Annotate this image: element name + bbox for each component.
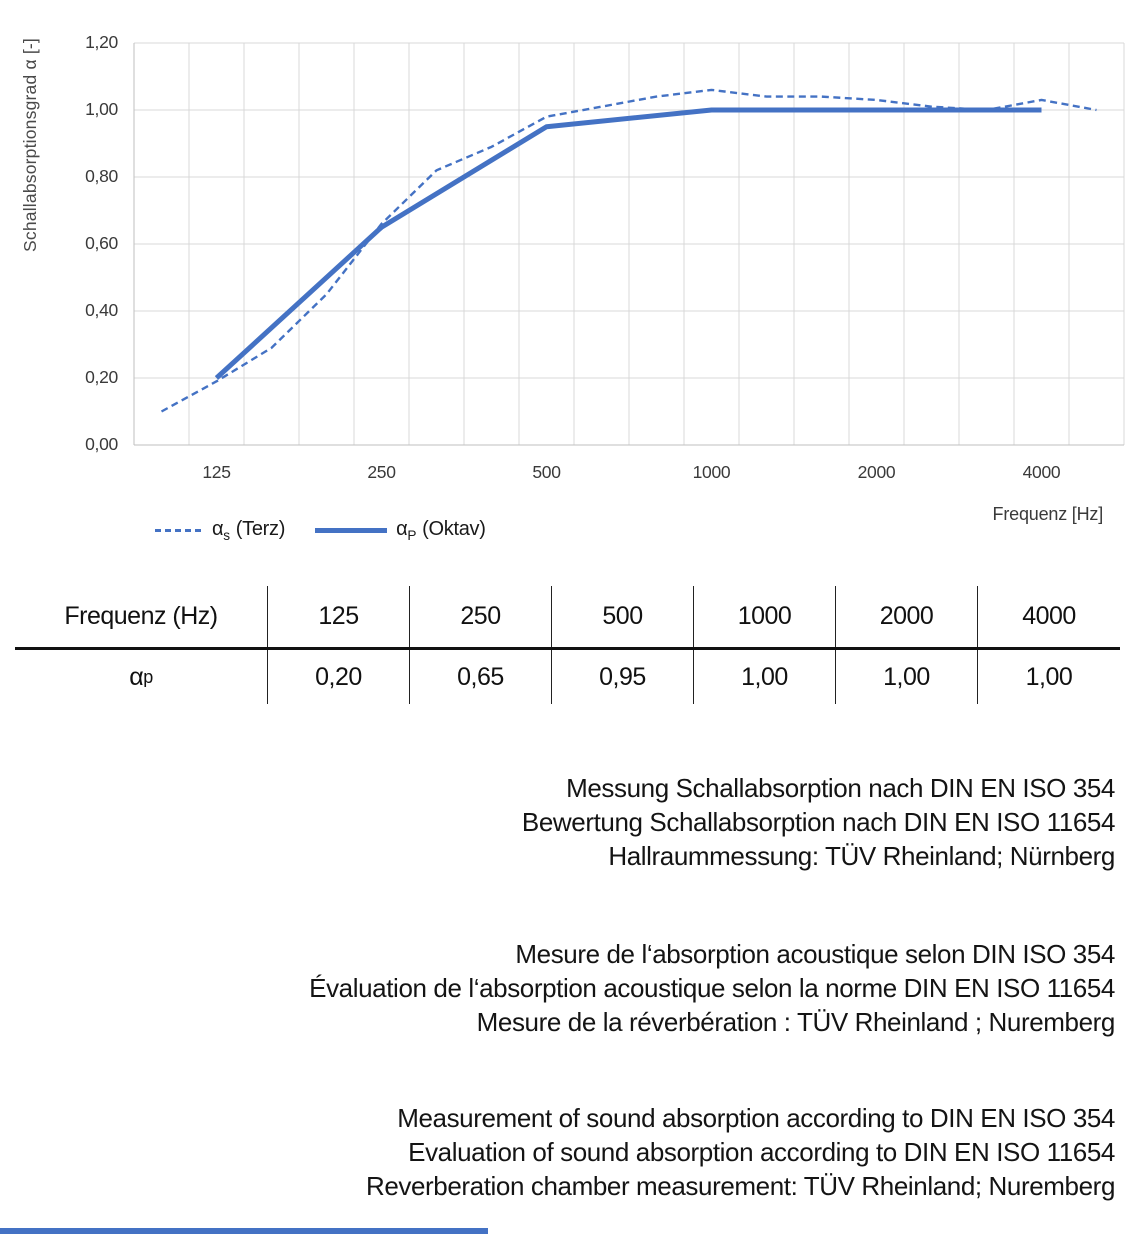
note-line: Mesure de l‘absorption acoustique selon DIN ISO 354: [515, 939, 1115, 969]
y-axis-tick-label: 1,20: [85, 32, 118, 52]
y-axis-tick-label: 0,20: [85, 367, 118, 387]
chart-legend: [155, 514, 486, 546]
solid-line-sample: [315, 528, 387, 533]
note-block-french: [309, 937, 1115, 1039]
table-value-2000: 1,00: [836, 650, 978, 704]
note-line: Hallraummessung: TÜV Rheinland; Nürnberg: [608, 841, 1115, 871]
x-axis-tick-label: 500: [532, 462, 561, 482]
y-axis-tick-label: 0,80: [85, 166, 118, 186]
table-header-2000: 2000: [836, 586, 978, 647]
y-axis-title: Schallabsorptionsgrad α [-]: [20, 38, 40, 252]
x-axis-title: Frequenz [Hz]: [992, 504, 1103, 524]
x-axis-tick-label: 250: [367, 462, 396, 482]
table-header-500: 500: [552, 586, 694, 647]
x-axis-tick-label: 1000: [692, 462, 731, 482]
table-header-250: 250: [410, 586, 552, 647]
table-value-1000: 1,00: [694, 650, 836, 704]
x-axis-tick-label: 2000: [857, 462, 896, 482]
table-row-label-alpha-p: α p: [15, 650, 268, 704]
note-line: Évaluation de l‘absorption acoustique selon la norme DIN EN ISO 11654: [309, 973, 1115, 1003]
legend-label-oktav: $\alpha_P$ (Oktav): [396, 517, 486, 543]
table-header-1000: 1000: [694, 586, 836, 647]
y-axis-tick-label: 0,00: [85, 434, 118, 454]
note-line: Measurement of sound absorption according to DIN EN ISO 354: [397, 1103, 1115, 1133]
table-value-500: 0,95: [552, 650, 694, 704]
note-line: Messung Schallabsorption nach DIN EN ISO 354: [566, 773, 1115, 803]
table-value-250: 0,65: [410, 650, 552, 704]
chart-plot-svg: [0, 0, 1135, 575]
legend-label-terz: $\alpha_s$ (Terz): [212, 517, 286, 543]
y-axis-tick-label: 0,60: [85, 233, 118, 253]
table-value-4000: 1,00: [1025, 662, 1073, 691]
y-axis-tick-label: 0,40: [85, 300, 118, 320]
footer-accent-bar: [0, 1228, 488, 1234]
legend-item-oktav: [315, 518, 486, 543]
note-line: Mesure de la réverbération : TÜV Rheinland ; Nuremberg: [476, 1007, 1115, 1037]
note-block-english: [366, 1101, 1115, 1203]
table-header-frequency: Frequenz (Hz): [15, 586, 268, 647]
absorption-chart: [0, 0, 1135, 575]
table-header-125: 125: [268, 586, 410, 647]
x-axis-tick-label: 4000: [1022, 462, 1061, 482]
table-value-125: 0,20: [268, 650, 410, 704]
legend-item-terz: [155, 518, 285, 543]
note-line: Bewertung Schallabsorption nach DIN EN ISO 11654: [521, 807, 1115, 837]
dashed-line-sample: [155, 529, 203, 532]
absorption-table: [15, 586, 1120, 704]
table-header-4000: 4000: [1022, 602, 1076, 630]
note-line: Reverberation chamber measurement: TÜV Rheinland; Nuremberg: [365, 1171, 1115, 1201]
note-block-german: [522, 771, 1115, 873]
y-axis-tick-label: 1,00: [85, 99, 118, 119]
note-line: Evaluation of sound absorption according to DIN EN ISO 11654: [408, 1137, 1115, 1167]
x-axis-tick-label: 125: [202, 462, 231, 482]
